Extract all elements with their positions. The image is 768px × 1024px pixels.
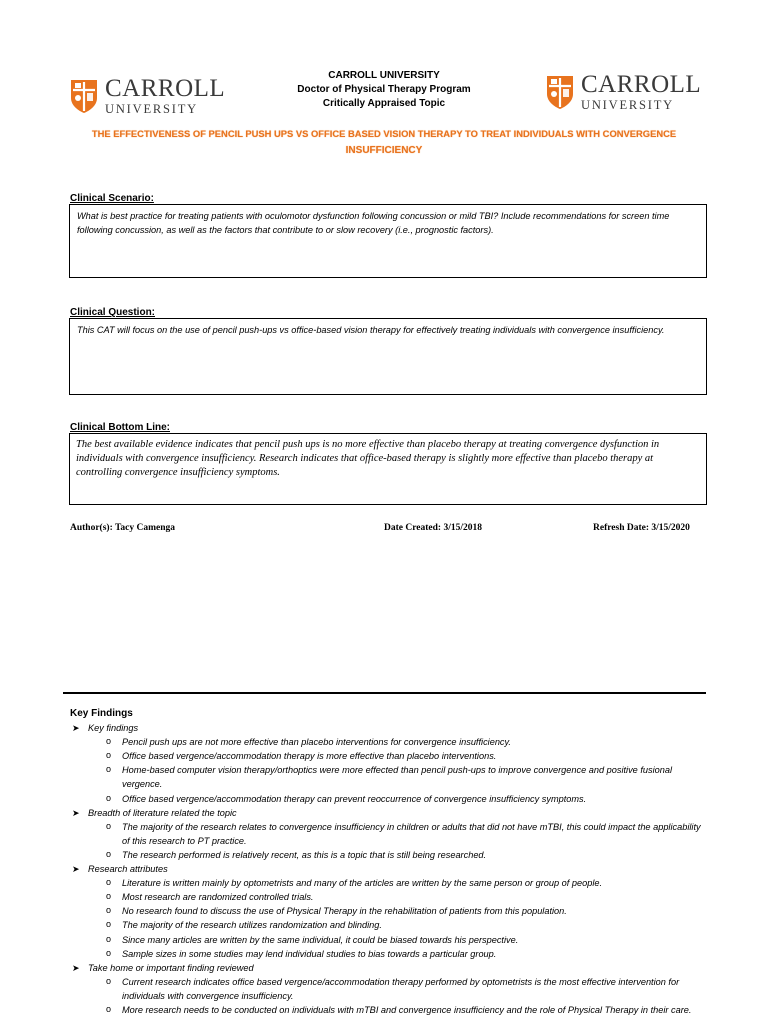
- list-item-text: Office based vergence/accommodation therapy can prevent reoccurrence of convergence insufficiency symptoms.: [122, 793, 587, 804]
- key-findings-heading: Key Findings: [70, 708, 133, 719]
- list-item: [70, 763, 710, 791]
- key-findings-group: [70, 721, 710, 735]
- header-university: CARROLL UNIVERSITY: [328, 70, 440, 81]
- document-title: [70, 125, 698, 159]
- circle-bullet-icon: o: [106, 750, 112, 761]
- clinical-question-text: This CAT will focus on the use of pencil push-ups vs office-based vision therapy for effectively treating individuals with convergence insufficiency.: [77, 325, 665, 335]
- circle-bullet-icon: o: [106, 848, 112, 859]
- author-line: Author(s): Tacy Camenga: [70, 523, 176, 533]
- list-item-text: Most research are randomized controlled trials.: [122, 892, 314, 903]
- list-item: [70, 876, 710, 890]
- list-item-text: Office based vergence/accommodation therapy is more effective than placebo interventions.: [122, 751, 497, 762]
- title-line-2: INSUFFICIENCY: [345, 145, 423, 156]
- logo-wordmark: CARROLL: [581, 71, 702, 98]
- list-item: [70, 918, 710, 932]
- list-item: [70, 749, 710, 763]
- logo-wordmark: CARROLL: [105, 75, 226, 102]
- key-findings-group: [70, 961, 710, 975]
- clinical-bottom-line-box: [69, 433, 707, 505]
- circle-bullet-icon: o: [106, 877, 112, 888]
- date-created: Date Created: 3/15/2018: [384, 523, 482, 533]
- crest-icon: [545, 74, 575, 110]
- list-item-text: Current research indicates office based vergence/accommodation therapy performed by optometrists is the most effective intervention for individuals with convergence insufficiency.: [122, 976, 680, 1001]
- list-item-text: More research needs to be conducted on individuals with mTBI and convergence insufficiency and the role of Physical Therapy in their care.: [122, 1004, 692, 1015]
- circle-bullet-icon: o: [106, 736, 112, 747]
- list-item-text: Since many articles are written by the same individual, it could be biased towards his perspective.: [122, 934, 519, 945]
- arrow-bullet-icon: ➤: [72, 864, 80, 875]
- circle-bullet-icon: o: [106, 933, 112, 944]
- list-item: [70, 820, 710, 848]
- group-label: Key findings: [88, 723, 139, 734]
- list-item: [70, 792, 710, 806]
- list-item: [70, 975, 710, 1003]
- circle-bullet-icon: o: [106, 891, 112, 902]
- key-findings-group: [70, 862, 710, 876]
- list-item-text: The majority of the research utilizes randomization and blinding.: [122, 920, 382, 931]
- header-doc-type: Critically Appraised Topic: [322, 98, 446, 109]
- carroll-logo-left: [69, 76, 225, 116]
- title-line-1: THE EFFECTIVENESS OF PENCIL PUSH UPS VS OFFICE BASED VISION THERAPY TO TREAT INDIVIDUALS WITH CONVERGENCE: [91, 128, 677, 139]
- list-item: [70, 933, 710, 947]
- circle-bullet-icon: o: [106, 792, 112, 803]
- circle-bullet-icon: o: [106, 820, 112, 831]
- circle-bullet-icon: o: [106, 947, 112, 958]
- carroll-logo-right: [545, 72, 701, 112]
- list-item-text: Sample sizes in some studies may lend individual studies to bias towards a particular group.: [122, 948, 497, 959]
- list-item-text: No research found to discuss the use of Physical Therapy in the rehabilitation of patients from this population.: [122, 906, 567, 917]
- list-item: [70, 904, 710, 918]
- document-header: [250, 69, 518, 111]
- clinical-scenario-box: [69, 204, 707, 278]
- key-findings-section: [70, 707, 710, 1017]
- arrow-bullet-icon: ➤: [72, 807, 80, 818]
- circle-bullet-icon: o: [106, 905, 112, 916]
- list-item: [70, 1003, 710, 1017]
- key-findings-group: [70, 806, 710, 820]
- circle-bullet-icon: o: [106, 919, 112, 930]
- circle-bullet-icon: o: [106, 1003, 112, 1014]
- clinical-question-label: Clinical Question:: [70, 307, 156, 318]
- clinical-bottom-line-label: Clinical Bottom Line:: [70, 422, 170, 433]
- crest-icon: [69, 78, 99, 114]
- arrow-bullet-icon: ➤: [72, 962, 80, 973]
- section-divider: [63, 692, 706, 694]
- clinical-bottom-line-text: The best available evidence indicates that pencil push ups is no more effective than placebo therapy at treating convergence dysfunction in individuals with convergence insufficiency. Research indicates that office-based therapy is slightly more effective than placebo therapy at controlling convergence insufficiency symptoms.: [76, 439, 660, 478]
- list-item-text: Pencil push ups are not more effective than placebo interventions for convergence insufficiency.: [122, 737, 511, 748]
- list-item-text: The research performed is relatively recent, as this is a topic that is still being researched.: [122, 849, 487, 860]
- group-label: Research attributes: [88, 864, 168, 875]
- list-item: [70, 890, 710, 904]
- key-findings-list: [70, 721, 710, 1017]
- clinical-question-box: [69, 318, 707, 395]
- clinical-scenario-label: Clinical Scenario:: [70, 193, 154, 204]
- list-item: [70, 848, 710, 862]
- circle-bullet-icon: o: [106, 975, 112, 986]
- logo-subwordmark: UNIVERSITY: [581, 98, 674, 112]
- list-item-text: The majority of the research relates to convergence insufficiency in children or adults that did not have mTBI, this could impact the applicability of this research to PT practice.: [122, 821, 701, 846]
- group-label: Breadth of literature related the topic: [88, 807, 237, 818]
- refresh-date: Refresh Date: 3/15/2020: [593, 523, 690, 533]
- group-label: Take home or important finding reviewed: [88, 962, 254, 973]
- clinical-scenario-text: What is best practice for treating patients with oculomotor dysfunction following concussion or mild TBI? Include recommendations for screen time following concussion, as well as the factors that contribute to or slow recovery (i.e., prognostic factors).: [77, 211, 670, 235]
- header-program: Doctor of Physical Therapy Program: [297, 84, 471, 95]
- list-item-text: Literature is written mainly by optometrists and many of the articles are written by the same person or group of people.: [122, 878, 603, 889]
- logo-subwordmark: UNIVERSITY: [105, 102, 198, 116]
- list-item-text: Home-based computer vision therapy/orthoptics were more effected than pencil push-ups to improve convergence and positive fusional vergence.: [122, 765, 673, 790]
- circle-bullet-icon: o: [106, 764, 112, 775]
- list-item: [70, 947, 710, 961]
- list-item: [70, 735, 710, 749]
- arrow-bullet-icon: ➤: [72, 723, 80, 734]
